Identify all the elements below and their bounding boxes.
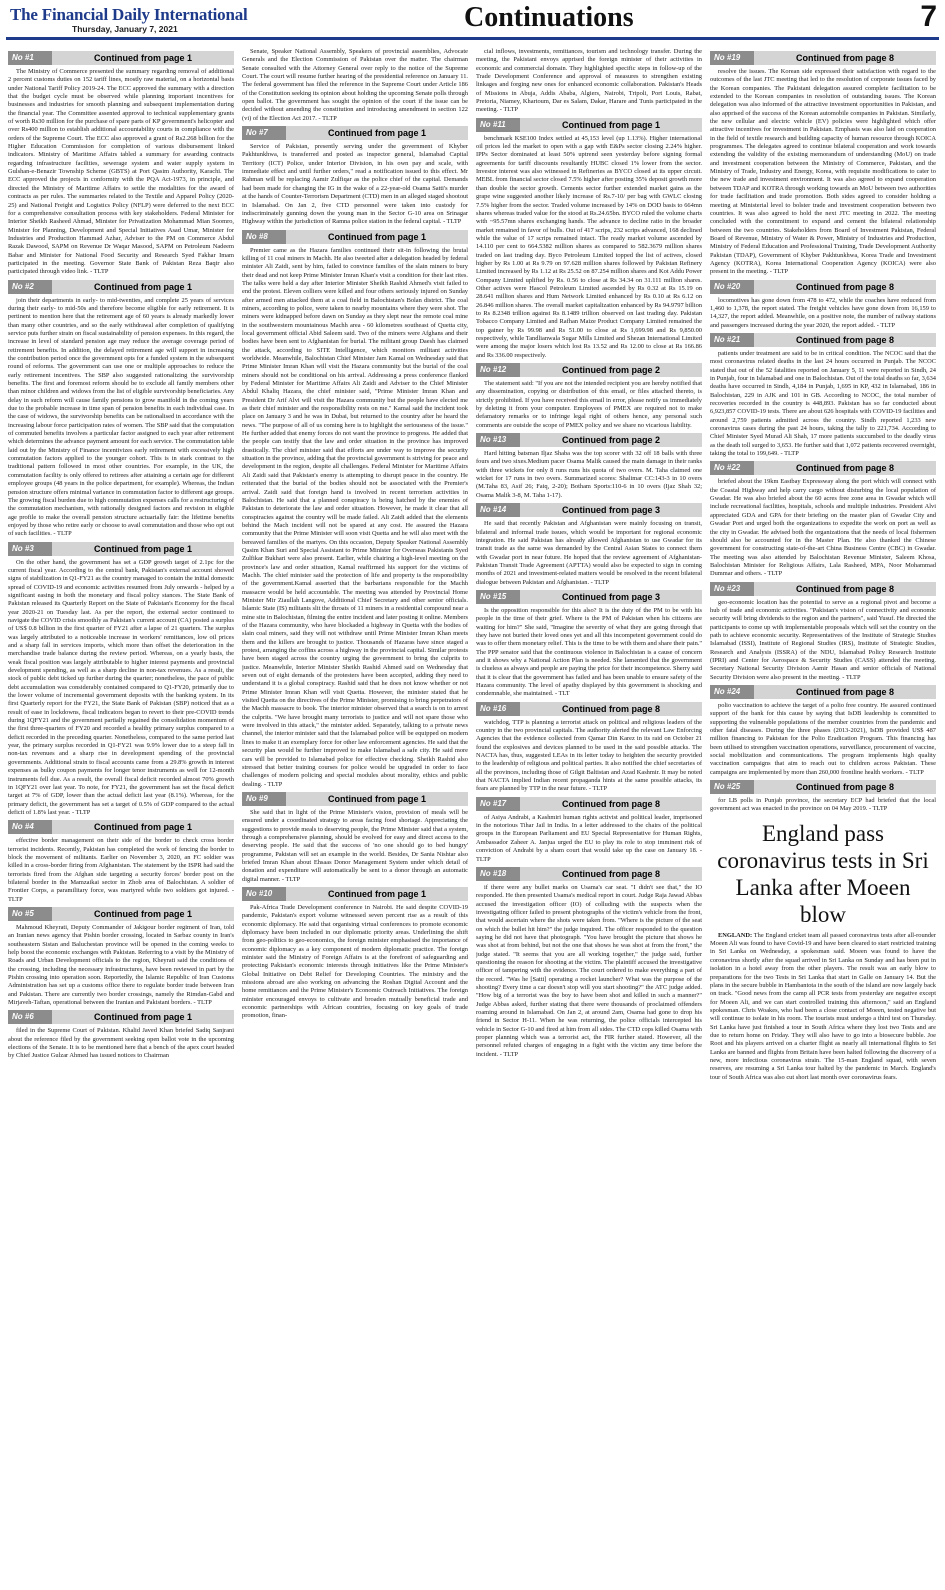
continuation-label: Continued from page 3	[561, 505, 660, 516]
continuation-label: Continued from page 8	[561, 868, 660, 879]
continuation-header	[710, 780, 936, 794]
page-number: 7	[920, 0, 937, 33]
continuation-text: if there were any bullet marks on Usama's car seat. "I didn't see that," the IO responded. He then presented Usama's medical report in court. Judge Raja Jawad Abbas accused the investigation officer (IO) of colluding with the suspects when the investigating officer failed to present photographs of the victim's vehicle from the front, that would ascertain where the shots were taken from. "Where is the picture of the seat on which the bullet hit him?" the judge inquired. The officer responded to the question saying he did not have that photograph. "You have brought the picture that shows he was shot at from behind, but not the one that shows he was shot at from the front," the judge stated. "It seems that you are all working together," the judge said, further questioning the reason for shooting at the victim. The plaintiff accused the investigative officer of tampering with the evidence. The court ordered to make everything a part of the record. "Was he [Satti] operating a rocket launcher? What was the purpose of the shooting? Every time a car doesn't stop will you start shooting?" the ATC judge added. "How big of a terrorist was the boy to have been shot and killed in such a manner?" Judge Abbas asked, further stating that there were thousands of proclaimed offenders roaming around in Islamabad. On Jan 2, at around 2am, Osama had gone to drop his friend in Sector H-11. When he was returning, the police officials intercepted his vehicle in Sector G-10 and fired at him from all sides. The CTD cops killed Osama with proper planning which was a terrorist act, the FIR further stated. However, all the personnel refuted charges of engaging in a fight with the victim any time before the incident. - TLTP	[476, 883, 702, 1058]
continuation-label: Continued from page 1	[93, 543, 192, 554]
continuation-label: Continued from page 8	[795, 281, 894, 292]
continuation-number: No #5	[8, 907, 52, 921]
continuation-text: Mahmoud Kheyrati, Deputy Commander of Jakigour border regiment of Iran, told an Iranian news agency that Pishin border crossing, located in Sarbaz county in Iran's southeastern Sistan and Baluchestan province will be opened in the coming weeks to help boost the economic exchanges with Pakistan. Referring to a visit by the Ministry of Roads and Urban Development officials to the region, Kheyrati said the conditions of the crossing, including the necessary infrastructures, have been reviewed in part by the Pishin crossing into operation soon. Reportedly, the Islamic Republic of Iran Customs Administration has set up a customs office there to regulate border trade between Iran and Pakistan. There are currently two border crossings, namely the Rimdan-Gabd and Mirjaveh-Taftan, operational between the Iranian and Pakistani borders. - TLTP	[8, 923, 234, 1007]
continuation-text: effective border management on their side of the border to check cross border terrorist incidents. Recently, Pakistan has completed the work of fencing the border to block the movement of militants. Earlier on November 3, 2020, an FC soldier was killed in a cross-border firing from Afghanistan. The statement by the ISPR had said the terrorists fired from the Afghan side targeting a security forces' border post on the bilateral border in the Mamzaikai sector in Zhob area of Balochistan. A soldier of Frontier Corps, a paramilitary force, was martyred while two soldiers got injured. - TLTP	[8, 837, 234, 903]
continuation-number: No #15	[476, 590, 520, 604]
continuation-number: No #3	[8, 542, 52, 556]
continuation-label: Continued from page 8	[561, 703, 660, 714]
continuation-header	[8, 280, 234, 294]
continuation-number: No #12	[476, 363, 520, 377]
continuation-number: No #1	[8, 51, 52, 65]
masthead	[6, 0, 939, 38]
continuation-header	[476, 590, 702, 604]
continuation-text: patients under treatment are said to be in critical condition. The NCOC said that the most coronavirus related deaths in the last 24 hours occurred in Punjab. The NCOC stated that out of the 52 fatalities reported on January 5, 11 were reported in Sindh, 24 in Punjab, four in Islamabad and one in Balochistan. Out of the total deaths so far, 3,634 deaths have occurred in Sindh, 4,184 in Punjab, 1,695 in KP, 432 in Islamabad, 186 in Balochistan, 229 in AJK and 101 in GB. According to NCOC, the total number of recoveries recorded in the country is 448,893. Pakistan has so far conducted about 6,923,857 COVID-19 tests. There are about 626 hospitals with COVID-19 facilities and around 2,759 patients admitted across the country. Sindh reported 1,233 new coronavirus cases during the past 24 hours, taking the tally to 221,734. According to Chief Minister Syed Murad Ali Shah, 17 more patients succumbed to the deadly virus as the death toll surged to 3,653. He further said that 1,072 patients recovered overnight, taking the total to 199,649. - TLTP	[710, 349, 936, 458]
continuation-text: filed in the Supreme Court of Pakistan. Khalid Javed Khan briefed Sadiq Sanjrani about the reference filed by the government seeking open ballot vote in the upcoming elections of the Senate. It is to be mentioned here that a bench of the apex court headed by Chief Justice Gulzar Ahmed has issued notices to Chairman	[8, 1027, 234, 1060]
continuation-label: Continued from page 8	[795, 782, 894, 793]
continuation-number: No #19	[710, 51, 754, 65]
continuation-number: No #11	[476, 118, 520, 132]
continuation-header	[242, 887, 468, 901]
issue-date: Thursday, January 7, 2021	[72, 24, 178, 34]
continuation-number: No #2	[8, 280, 52, 294]
continuation-header	[8, 820, 234, 834]
continuation-number: No #4	[8, 820, 52, 834]
continuation-text: polio vaccination to achieve the target of a polio free country. He assured continued support of the bank for this cause by saying that IsDB leadership is committed to supporting the vulnerable populations of the member countries from the pandemic and other fatal diseases. During the three phases (2013-2021), IsDB provided US$ 487 million financing to Pakistan for the Polio Eradication Program. This financing has been utilised to strengthen vaccination operations, surveillance, procurement of vaccine, social mobilization and communications. The program implements high quality vaccination campaigns that aim to reach out to children across Pakistan. These campaigns are implemented by more than 260,000 frontline health workers. - TLTP	[710, 702, 936, 776]
continuation-label: Continued from page 1	[93, 53, 192, 63]
continuation-label: Continued from page 1	[93, 1012, 192, 1023]
section-title: Continuations	[464, 2, 634, 33]
continuation-label: Continued from page 1	[93, 822, 192, 833]
continuation-text: Is the opposition responsible for this also? It is the duty of the PM to be with his people in the time of their grief. Where is the PM of Pakistan when his citizens are waiting for him?" She said, "Imagine the severity of what they are going through that they have not buried their loved ones yet and all this incompetent government could do was to offer them monetary relief. This is the time to be with them and share their pain." The PPP senator said that the continuous violence in Balochistan is a cause of concern and it shows why a National Action Plan is needed. She lamented that the government is clueless as always and people are paying the price for their incompetence. Sherry said that it is clear that the government has failed and has been unable to ensure safety of the Hazara community. The level of apathy displayed by this government is shocking and condemnable, she maintained. - TLT	[476, 606, 702, 698]
continuation-label: Continued from page 8	[795, 53, 894, 63]
continuation-text: watchdog, TTP is planning a terrorist attack on political and religious leaders of the country in the two provincial capitals. The authority alerted the relevant Law Enforcing Agencies that the evidence collected from Qamar Din Karez in its raid on October 21 found the explosives and devices planned to be used in the said possible attacks. The NACTA has, thus, suggested LEAs in its letter today to heighten the security provided to the leadership of religious and political parties. It also notified the chief secretaries of all the provinces, including those of Gilgit Baltistan and Azad Kashmir. It may be noted that NACTA implied Indian recent propaganda hints at the same possible attacks, its fears are planned by TTP in the near future. - TLTP	[476, 718, 702, 793]
continuation-number: No #13	[476, 433, 520, 447]
continuation-text: On the other hand, the government has set a GDP growth target of 2.1pc for the current fiscal year. According to the central bank, Pakistan's external account showed signs of stabilization in Q1-FY21 as the country managed to contain the initial domestic spread of COVID-19 and economic activities resumed from July onwards - helped by a significant easing in both the monetary and fiscal policy stances. The State Bank of Pakistan released its Quarterly Report on the State of Pakistan's Economy for the fiscal year 2020-21 on Tuesday last. As per the report, the external sector continued to navigate the COVID crisis smoothly as Pakistan's current account (CA) posted a surplus of US$ 0.8 billion in the first quarter of FY21 after a lapse of 21 quarters. The surplus was largely attributed to a noticeable increase in workers' remittances, low oil prices and a sharp fall in services imports, which more than offset the deterioration in the merchandise trade balance during the review period. Whereas, on a yearly basis, the weak fiscal position was largely attributable to higher interest payments and provincial development spending, as well as a sharp decline in non-tax revenues. As a result, the stock of public debt ticked up further during the quarter; nonetheless, the pace of public debt accumulation was considerably contained compared to Q1-FY20, primarily due to the lower volume of incremental government deposits with the banking system. In its first Quarterly report for the FY21, the State Bank of Pakistan (SBP) noticed that as a result of ease in lockdowns, fiscal indicators began to revert to their pre-COVID trends during 1QFY21 and the government partially regained the consolidation momentum of the first three-quarters of FY20 and recorded a healthy primary surplus compared to a deficit recorded in the preceding quarter. Nonetheless, compared to the same period last year, the primary surplus recorded in Q1-FY21 was 9.9% lower due to a steep fall in non-tax revenues and a sharp rise in development spending of the provincial governments. Additional strain to fiscal accounts came from a 29.8% growth in interest expenses as bulky coupon payments for longer tenor instruments as well for 12-month instruments fell due. As a result, the overall fiscal deficit recorded almost 70% growth in 1QFY21 over last year. To note, for FY21, the government has set the fiscal deficit target at 7% of GDP, lower than the actual deficit last year (8.1%). Whereas, for the primary deficit, the government has set a target of 0.5% of GDP compared to the actual deficit of 1.8% last year. - TLTP	[8, 558, 234, 816]
continuation-number: No #24	[710, 685, 754, 699]
continuation-text: She said that in light of the Prime Minister's vision, provision of meals will be ensured under a coordinated strategy to areas facing food shortage. Appreciating the suggestions to provide meals to deserving people, the Prime Minister said that a system, through a comprehensive planning, should be evolved for easy and direct access to the deserving people. He said that the success of 'no one should go to bed hungry' programme, Pakistan will set an example in the world. Besides, Dr Sania Nishtar also briefed Imran Khan about Ehsaas Donor Management System under which detail of donation and expenditure will automatically be sent to a donor through an automatic digital manner. - TLTP	[242, 808, 468, 883]
continuation-header	[476, 702, 702, 716]
continuation-header	[476, 363, 702, 377]
continuation-label: Continued from page 1	[93, 281, 192, 292]
continuation-label: Continued from page 8	[795, 334, 894, 345]
continuation-label: Continued from page 1	[327, 231, 426, 242]
continuation-header	[710, 280, 936, 294]
continuation-text: Service of Pakistan, presently serving under the government of Khyber Pakhtunkhwa, is transferred and posted as inspector general, Islamabad Capital Territory (ICT) Police, under Interior Division, in his own pay and scale, with immediate effect and until further orders," read a notification issued to this effect. Mr Rahman will be replacing Aamir Zulfiqar as the police chief of the capital. Demands had been made for changing the IG in the wake of a 22-year-old Osama Satti's murder at the hands of Counter-Terrorism Department (CTD) men in an alleged staged shootout in Islamabad. On Jan 2, five CTD personnel were taken into custody for indiscriminately gunning down the young man in the Sector G-10 area on Srinagar Highway within the jurisdiction of Ramna police station in the federal capital. - TLTP	[242, 143, 468, 226]
continuation-number: No #21	[710, 333, 754, 347]
continuation-label: Continued from page 1	[327, 793, 426, 804]
continuation-text: join their departments in early- to mid-twenties, and complete 25 years of services during their early- to mid-50s and therefore become eligible for early retirement. It is pertinent to mention here that the retirement age of 60 years is already markedly lower than many other countries, and so the early withdrawal after completion of qualifying service puts further strain on fiscal sustainability of pension expenses. In this regard, the increase in level of standard pension age may reduce the average coverage period of retirement benefits. In addition, the delayed retirement age will support in increasing the contribution period once the government opts for a funded system in the subsequent round of reforms. The government can use one or multiple approaches to reduce the early retirement incentives. The SBP also suggested rationalizing the survivorship benefits. The first and foremost reform should be to exclude all family members other than minor children and widows from the list of eligible survivorship beneficiaries. Any delay in such reform will cause family pensions to grow manifold in the coming years due to the probable increase in time span of pension benefits in each individual case. In the case of widows, the survivorship benefits can be rationalised in accordance with the increasing labour force participation rates of women. The SBP said that the computation of commuted benefits involves a particular factor assigned to each year after retirement which determines the advance payment amount for each service. The commutation table laid out by the Ministry of Finance incentivizes early retirement with excessively high commutation factors applied to the younger cohort. This is in stark contrast to the traditional pattern followed in most other countries. For example, in the UK, the commutation facility is only offered to retirees after attaining a certain age for different employee groups (48 years in the police department, for example). Whereas, the Indian pension structure offers minimal variance in commutation factor to different age groups. The growing fiscal burden due to high commutation expenses calls for a restructuring of the commutation mechanism, with rationally designed factors and revision in eligible age profile to make the overall pension structure actuarially fair: the lifetime benefits enjoyed by those who retire early or choose to avail commutation and those who opt out of such facilities. - TLTP	[8, 296, 234, 538]
continuation-text: The Ministry of Commerce presented the summary regarding removal of additional 2 percent customs duties on 152 tariff lines, mostly raw material, on a horizontal basis under National Tariff Policy 2019-24. The ECC approved the summary with a direction that the budget cycle must be observed while planning important incentives for businesses and industries for smooth planning and subsequent implementation during the financial year. The Committee assented approval to technical supplementary grants of worth Rs30 million for the purchase of spare parts of KP government's helicopter and over Rs400 million to establish additional accountability courts in compliance with the orders of the Supreme Court. The ECC also approved a grant of Rs2.268 billion for the Higher Education Commission for completion of various disbursement linked indicators. Ministry of Maritime Affairs tabled a summary for awarding contracts regarding infrastructure facilities, sewerage system and water supply system in Gulshan-e-Benazir Township Scheme (GBTS) at Port Qasim Authority, Karachi. The ECC approved the projects in conformity with the PQA Act-1973, in principle, and directed the Ministry of Maritime Affairs to settle the modalities for the award of contracts as per rules. The summaries related to the Textile and Apparel Policy (2020-25) and National Freight and Logistics Policy (NFLP) were deferred to the next ECC for a comprehensive consultation process with key stakeholders. Federal Minister for Interior Sheikh Rasheed Ahmad, Minister for Privatization Mohammad Mian Soomro, Minister for Planning, Development and Special Initiatives Asad Umar, Minister for Industries and Production Hammad Azhar, Adviser to the PM on Commerce Abdul Razak Dawood, SAPM on Revenue Dr Waqar Masood, SAPM on Petroleum Nadeem Babar and Minister for National Food Security and Research Syed Fakhar Imam participated in the meeting. Governor State Bank of Pakistan Reza Baqir also participated through video link. - TLTP	[8, 68, 234, 276]
continuation-number: No #6	[8, 1010, 52, 1024]
continuation-header	[476, 503, 702, 517]
story-text	[710, 932, 936, 1082]
continuation-header	[242, 230, 468, 244]
continuation-label: Continued from page 8	[561, 798, 660, 809]
continuation-header	[476, 118, 702, 132]
continuation-text: geo-economic location has the potential to serve as a regional pivot and become a hub of trade and economic activities. "Pakistan's vision of connectivity and economic security will bring dividends to the region and the partners", said Yusuf. He directed the participants to come up with implementable proposals which will set the country on the path to achieve economic security. Representatives of the Institute of Strategic Studies Islamabad (ISSI), Institute of Regional Studies (IRS), Institute of Strategic Studies, Research and Analysis (ISSRA) of the NDU, Islamabad Policy Research Institute (IPRI) and Center for Aerospace & Security Studies (CASS) attended the meeting. Secretary National Security Division Aamir Hasan and senior officials of National Security Division were also present in the meeting. - TLTP	[710, 598, 936, 681]
continuation-header	[8, 51, 234, 65]
continuation-number: No #18	[476, 867, 520, 881]
continuation-number: No #8	[242, 230, 286, 244]
continuation-header	[8, 542, 234, 556]
column-1	[8, 48, 234, 1586]
paper-name: The Financial Daily International	[10, 5, 248, 24]
story-body: The England cricket team all passed coronavirus tests after all-rounder Moeen Ali was found to have Covid-19 and have been cleared to start restricted training in Sri Lanka on Wednesday, a spokesman said. Moeen was found to have the coronavirus shortly after the squad arrived in Sri Lanka on Sunday and has been put in isolation in a hotel away from the other players. The result was an early blow to preparations for the two Tests in Sri Lanka that start in Galle on January 14. But the plans in the secure bubble in Hambantota in the south of the island are now largely back on track. "Good news from the camp all PCR tests from yesterday are negative except for Moeen Ali, and we can start controlled training this afternoon," said an England spokesman. Chris Woakes, who had been a close contact of Moeen, tested negative but will continue to isolate in his room. The tourists must undergo a third test on Thursday. Sri Lanka have just finished a tour in South Africa where they lost two Tests and are due to return home on Friday. They will also have to go into a biosecure bubble. Joe Root and his players arrived on a charter flight as nearly all international flights to Sri Lanka are banned and flights from Britain have been halted following the discovery of a new, more infectious coronavirus strain. The 15-man England squad, with seven reserves, are resuming a Sri Lanka tour halted by the pandemic in March. England's tour of South Africa was also cut short last month over coronavirus fears.	[710, 931, 936, 1081]
continuation-label: Continued from page 1	[327, 128, 426, 139]
continuation-number: No #9	[242, 792, 286, 806]
continuation-header	[710, 333, 936, 347]
continuation-text: benchmark KSE100 Index settled at 45,153 level (up 1.13%). Higher international oil prices led the market to open with a gap with E&Ps sector closing 2.24% higher. IPPs Sector dominated at least 50% uptrend seen yesterday before signing formal agreements for tariff discounts resultantly HUBC closed 1% lower from the sector. Investor interest was also witnessed in Refineries as BYCO closed at its upper circuit. MEBL from financial sector closed 7.5% higher after posting 35% deposit growth more than double the sector growth. Cements sector further extended market gains as the grape wine suggested another likely increase of Rs.7-10/ per bag with GWLC closing 7.5% higher from the sector. Traded volume increased by 14% on DOD basis to 664mn shares whereas traded value for the stood at Rs.24.65bn. BYCO ruled the volume charts with ~95.57mn shares exchanging hands. The advance to decline ratio in the broader market remained in favor of bulls. Out of 417 scrips, 232 scrips advanced, 168 declined while the value of 17 scrips remained intact. The ready market volume ascended by 14.110 per cent to 664.5382 million shares as compared to 582.3679 million shares traded on last trading day. Byco Petroleum Limited topped the list of actives, closed higher by Rs 1.00 at Rs 9.79 on 97.628 million shares followed by Pakistan Refinery Limited increased by Rs 1.12 at Rs 25.52 on 87.254 million shares and Kot Addu Power Company Limited uplifted by Rs. 0.56 to close at Rs 34.34 on 31.111 million shares. Other actives were Hascol Petroleum Limited ascended by Rs 0.32 at Rs 15.19 on 28.641 million shares and Hum Network Limited enhanced by Rs 0.10 at Rs 6.12 on 26.846 million shares. The overall market capitalization enhanced by Rs 94.9797 billion to Rs 8.2348 trillion against Rs 8.1489 trillion observed on last trading day. Pakistan Tobacco Company Limited and Rafhan Maize Product Company Limited remained the top gainer by Rs 99.98 and Rs 51.00 to close at Rs 1,699.98 and Rs 9,850.00 respectively, while Tandlianwala Sugar Mills Limited and Shezan International Limited were among the major losers which lost Rs 13.52 and Rs 12.00 to close at Rs 166.86 and Rs 336.00 respectively.	[476, 134, 702, 359]
continuation-label: Continued from page 8	[795, 463, 894, 474]
continuation-header	[242, 792, 468, 806]
continuation-header	[8, 1010, 234, 1024]
continuation-label: Continued from page 3	[561, 591, 660, 602]
story-dateline: ENGLAND:	[718, 931, 753, 939]
column-3	[476, 48, 702, 1586]
continuation-label: Continued from page 1	[561, 119, 660, 130]
continuation-number: No #14	[476, 503, 520, 517]
continuation-header	[710, 51, 936, 65]
continuation-header	[710, 582, 936, 596]
continuation-number: No #23	[710, 582, 754, 596]
continuation-header	[710, 461, 936, 475]
continuation-header	[476, 797, 702, 811]
continuation-text: cial inflows, investments, remittances, tourism and technology transfer. During the meeting, the Pakistani envoys apprised the foreign minister of their activities in economic and commercial domain. They highlighted specific steps in follow-up of the Trade Development Conference and approval of measures to strengthen existing linkages and forging new ones for enhanced economic collaboration. Pakistan's Heads of Missions in Abuja, Addis Ababa, Algiers, Nairobi, Tripoli, Port Louis, Rabat, Pretoria, Niamey, Khartoum, Dar es Salam, Dakar, Harare and Tunis participated in the meeting. - TLTP	[476, 48, 702, 114]
continuation-text: Pak-Africa Trade Development conference in Nairobi. He said despite COVID-19 pandemic, Pakistan's export volume witnessed seven percent rise as a result of this economic diplomacy. He said that organising virtual conferences to promote economic diplomacy have been included in our diplomatic priority areas. Underlining the shift from geo-politics to geo-economics, the foreign minister emphasised the importance of economic diplomacy as a key component of modern diplomatic practice. The foreign minister said the Ministry of Foreign Affairs is at the forefront of safeguarding and protecting Pakistan's economic interests through initiatives like the Prime Minister's Global Initiative on Debt Relief for Developing Countries. The ministry and the missions abroad are also working on advancing the Roshan Digital Account and the home remittances and the Prime Minister's Economic Outreach Initiatives. The foreign minister encouraged envoys to cultivate and broaden mutually beneficial trade and economic partnerships with African countries, focusing on key goals of trade promotion, finan-	[242, 903, 468, 1020]
continuation-number: No #22	[710, 461, 754, 475]
continuation-label: Continued from page 1	[327, 888, 426, 899]
continuation-text: for LB polls in Punjab province, the secretary ECP had briefed that the local government act was enacted in the province on 04 May 2019. - TLTP	[710, 797, 936, 813]
continuation-header	[8, 907, 234, 921]
continuation-header	[476, 433, 702, 447]
continuation-text: The statement said: "If you are not the intended recipient you are hereby notified that any dissemination, copying or distribution of this email, or files attached thereto, is strictly prohibited. If you have received this email in error, please notify us immediately by deleting it from your computer. Employees of PMEX are required not to make defamatory remarks or to infringe legal right of others hence, any personal such comments are outside the scope of PMEX policy and we share no vicarious liability.	[476, 380, 702, 429]
continuation-label: Continued from page 1	[93, 908, 192, 919]
story-headline: England pass coronavirus tests in Sri Lanka after Moeen blow	[717, 820, 929, 927]
continuation-number: No #7	[242, 126, 286, 140]
continuation-text: resolve the issues. The Korean side expressed their satisfaction with regard to the outcomes of the last JTC meeting that led to the resolution of corporate issues faced by the Korean companies. The Pakistani delegation assured complete facilitation to be extended to the Korean companies in resolution of outstanding issues. The Korean delegation was also informed of the attractive investment opportunities in Pakistan, and also apprised of the success of the Korean automobile companies in Pakistan. Similarly, the new cellular and electric vehicle (EV) policies were highlighted which offer attractive incentives for investment in Pakistan. Emphasis was also laid on cooperation in the field of textile research and building capacity of human resource through KOICA programmes. The delegates agreed to continue bilateral cooperation and work towards extending the validity of the existing memorandum of understanding (MoU) on trade and investment cooperation between the Ministry of Commerce, Pakistan, and the Ministry of Trade, Industry and Energy, Korea, with requisite modifications to cater to the new trade and investment environment. It was also agreed to expand cooperation between TDAP and KOTRA through working towards an MoU between two authorities for trade facilitation and trade promotion. Both sides agreed to consider holding a meeting at Ministerial level to bolster trade and investment cooperation between two countries. It was also agreed to hold the next JTC meeting in 2022. The meeting concluded with the commitment to expand and cement the bilateral relationship between the two countries. Stakeholders from Board of Investment Pakistan, Federal Board of Revenue, Ministry of Water & Power, Ministry of Industries and Production, Ministry of Federal Education and Professional Training, Trade Development Authority Pakistan (TDAP), Government of Khyber Pakhtunkhwa, Korea Trade and Investment Agency (KOTRA), Korea International Cooperation Agency (KOICA) were also present in the meeting. - TLTP	[710, 68, 936, 276]
masthead-rule	[6, 37, 939, 40]
continuation-text: Premier came as the Hazara families continued their sit-in following the brutal killing of 11 coal miners in Machh. He also tweeted after a delegation headed by federal minister Ali Zaidi, sent by him, failed to convince families of the slain miners to bury their dead and not keep Prime Minister Imran Khan's visit a condition for their last rites. The talks were held a day after Interior Minister Sheikh Rashid Ahmed's visit failed to end the protest. Eleven colliers were killed and four others seriously injured on Sunday after armed men attacked them at a coal field in Balochistan's Bolan district. The coal miners, according to police, were taken to nearby mountains where they were shot. The miners were kidnapped before dawn on Sunday as they slept near the remote coal mine in the southwestern mountainous Machh area - 60 kilometres southeast of Quetta city, local government official Abid Saleem said. Two of the miners were Afghans and their bodies have been sent to Afghanistan for burial. The militant group Daesh has claimed the attack, according to SITE Intelligence, which monitors militant activities worldwide. Meanwhile, Balochistan Chief Minister Jam Kamal on Wednesday said that Prime Minister Imran Khan will visit the Hazara community but the burial of the coal miners should not be conditional on his arrival. Addressing a press conference flanked by Federal Minister for Maritime Affairs Ali Zaidi and Adviser to the Chief Minister Abdul Khaliq Hazara, the chief minister said, "Prime Minister Imran Khan and President Dr Arif Alvi will visit the Hazara community but the people have elected me as their chief minister and the responsibility rests on me." Kamal said the incident took place on January 3 and he was in Dubai, but returned to the country after he heard the news. "The purpose of all of us coming here is to highlight the seriousness of the issue." He further added that enemy forces do not want the province to progress. He added that the people can testify that the law and order situation in the province has improved drastically. The chief minister said that efforts are under way to improve the security situation in the province, adding that the provincial government is striving for peace and development in the region, despite all challenges. Federal Minister for Maritime Affairs Ali Zaidi said that Pakistan's enemy is attempting to disrupt peace in the country. He reiterated that the burial of the bodies should not be associated with the Premier's arrival. Zaidi said that foreign hand is involved in recent terrorism activities in Balochistan. He said that a planned conspiracy is being hatched by the enemies of Pakistan to deteriorate the law and order situation. However, he made it clear that all conspiracies against the country will be made failed. Ali Zaidi added that the elements behind the Mach incident will not be spared at any cost. He assured the Hazara community that the Prime Minister will soon visit Quetta and he will also meet with the bereaved families of the martyrs. On this occasion, Deputy Speaker National Assembly Qasim Khan Suri and Special Assistant to Prime Minister for Overseas Pakistanis Syed Zulfikar Bukhari were also present. Earlier, while chairing a high-level meeting on the province's law and order situation, Kamal reaffirmed his support for the victims of Machh. The chief minister said the protection of life and property is the responsibility of the government.Kamal asserted that the barbarians responsible for the Machh massacre would be held accountable. The meeting was attended by Provincial Home Minister Mir Ziaullah Langove, Additional Chief Secretary and other senior officials. Islamic State (IS) militants slit the throats of 11 miners in a residential compound near a mine site in Balochistan, filming the entire incident and later posting it online. Members of the Hazara community, who have blockaded a highway in Quetta with the bodies of slain coal miners, said they will not withdraw until Prime Minister Imran Khan meets them and the killers are brought to justice. Thousands of Hazaras have since staged a protest, arranging the coffins across a highway in the provincial capital. Similar protests have been staged across the country urging the government to bring the culprits to justice. Meanwhile, Interior Minister Sheikh Rashid Ahmed said on Wednesday that seven out of eight demands of the protesters have been accepted, adding they need to understand it is a global conspiracy. Rashid said that he does not know whether or not Prime Minister Imran Khan will visit Quetta. However, the minister stated that he visited Quetta on the directives of the Prime Minister, promising to bring perpetrators of the Machh massacre to book. The interior minister observed that a search is on to arrest the culprits. "We have brought many terrorists to justice and will not spare those who were involved in this attack," the minister added. Separately, talking to a private news channel, the interior minister said that the Islamabad police will be equipped on modern lines to make it an exemplary force for other law enforcement agencies. He said that the security plan would be further improved to make Islamabad a safe city. He said more cars will be provided to Islamabad police for effective checking. Sheikh Rashid also stressed that better training courses for police would be upgraded in order to face challenges of modern policing and special modules about morality, ethics and public dealing. - TLTP	[242, 246, 468, 788]
continuation-label: Continued from page 2	[561, 435, 660, 446]
continuation-number: No #25	[710, 780, 754, 794]
continuation-text: Hard hitting batsman Iljaz Shaba was the top scorer with 32 off 18 balls with three fours and two sixes.Medium pacer Osama Malik caused the main damage in their ranks with three wickets for only 8 runs runs his quota of two overs. M. Taha claimed one wicket for 17 runs in two overs. Summarized scores: Shalimar CC:143-3 in 10 overs (M.Taha 83, Asif 26; Faiq, 2-20); Botham Sports:110-6 in 10 overs (Ijaz Shah 32; Osama Malik 3-8, M. Taha 1-17).	[476, 450, 702, 499]
continuation-text: locomotives has gone down from 478 to 472, while the coaches have reduced from 1,460 to 1,378, the report stated. The freight vehicles have gone down from 16,159 to 14,327, the report added. Meanwhile, on a positive note, the number of railway stations and passengers increased during the year 2020, the report added. - TLTP	[710, 296, 936, 329]
continuation-header	[242, 126, 468, 140]
continuation-number: No #17	[476, 797, 520, 811]
continuation-text: Senate, Speaker National Assembly, Speakers of provincial assemblies, Advocate Generals and the Election Commission of Pakistan over the matter. The chairman Senate consulted with the Attorney General over reply to the notice of the Supreme Court. The court will resume further hearing of the presidential reference on January 11. The federal government has filed the reference in the Supreme Court under Article 186 of the Constitution seeking its opinion about holding the upcoming Senate polls through open ballot. The government has sought the opinion of the court if the issue can be decided without amending the constitution and introducing amendment in section 122 (vi) of the Election Act 2017. - TLTP	[242, 48, 468, 122]
column-4	[710, 48, 936, 1586]
continuation-header	[476, 867, 702, 881]
column-2	[242, 48, 468, 1586]
continuation-text: He said that recently Pakistan and Afghanistan were mainly focusing on transit, bilateral and informal trade issues, which would be important for regional economic integration. He said Pakistan has already allowed Afghanistan to use Gwadar for its transit trade as the same was demanded by the Central Asian States to connect them with Gwadar port in near future. He hoped that the review agreement of Afghanistan-Pakistan Transit Trade Agreement (APTTA) would also be expected to sign in coming months of 2021 and investment-related matters would be resolved in the recent bilateral dialogue between Pakistan and Afghanistan. - TLTP	[476, 520, 702, 586]
continuation-label: Continued from page 8	[795, 687, 894, 697]
continuation-label: Continued from page 8	[795, 583, 894, 594]
continuation-text: of Asiya Andrabi, a Kashmiri human rights activist and political leader, imprisoned in the notorious Tihar Jail in India. In a letter addressed to the chairs of the political groups in the European Parliament and EU Special Representative for Human Rights, Ambassador Zaheer A. Janjua urged the EU to play its role to stop imminent risk of conviction of Andrabi by a sham court that would take up the case on January 18. - TLTP	[476, 813, 702, 863]
continuation-number: No #16	[476, 702, 520, 716]
continuation-number: No #10	[242, 887, 286, 901]
continuation-text: briefed about the 19km Eastbay Expressway along the port which will connect with the Coastal Highway and help carry cargo without disturbing the local population of Gwadar. He was also briefed about the 60 acres free zone area in Gwadar which will include recreational facilities, hospitals, schools and multiple industries. President Alvi appreciated GDA and GPA for their briefing on the master plan of Gwadar City and Gwadar Port and urged both the organizations to expedite the work on port as well as the city in Gwadar. He advised both the organizations that the needs of local fishermen should also be accounted for in the Master Plan. He also thanked the Chinese government for constructing state-of-the-art China Business Centre (CBC) in Gwadar. The meeting was also attended by Balochistan Revenue Minister, Saleem Khosa, Balochistan Minister for Religious Affairs, Lala Rasheed, MPA, Noor Mohammad Dummar and others. - TLTP	[710, 478, 936, 578]
continuation-number: No #20	[710, 280, 754, 294]
continuation-label: Continued from page 2	[561, 365, 660, 376]
continuation-header	[710, 685, 936, 699]
